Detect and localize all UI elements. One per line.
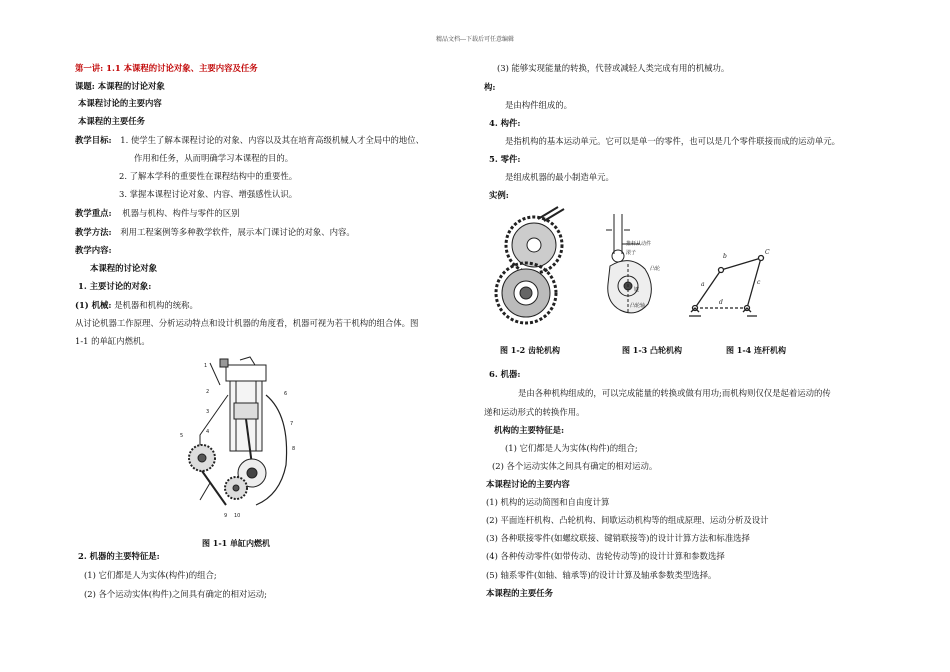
component-heading: 4. 构件: — [489, 118, 521, 128]
machine-heading: 6. 机器: — [489, 369, 521, 379]
cam-label-follower: 推杆从动件 — [626, 241, 652, 247]
fig-1-2-caption: 图 1-2 齿轮机构 — [500, 345, 561, 355]
teaching-focus-text: 机器与机构、构件与零件的区别 — [122, 208, 240, 218]
engine-label-7: 7 — [290, 421, 294, 427]
engine-label-10: 10 — [234, 513, 241, 519]
linkage-label-b: b — [723, 253, 727, 260]
content-item-3: (3) 各种联接零件(如螺纹联接、键销联接等)的设计计算方法和标准选择 — [486, 533, 750, 543]
machinery-label: (1) 机械: — [75, 300, 112, 310]
content-item-2: (2) 平面连杆机构、凸轮机构、间歇运动机构等的组成原理、运动分析及设计 — [486, 515, 769, 525]
machinery-line — [75, 300, 198, 311]
mechanism-features-heading: 机构的主要特征是: — [494, 425, 565, 435]
engine-label-6: 6 — [284, 391, 288, 397]
teaching-method-text: 利用工程案例等多种教学软件，展示本门课讨论的对象、内容。 — [120, 227, 355, 237]
object-subheading: 本课程的讨论对象 — [90, 263, 157, 273]
machine-text-2: 递和运动形式的转换作用。 — [484, 407, 585, 417]
watermark: 精品文档---下载后可任意编辑 — [435, 36, 515, 43]
component-text: 是指机构的基本运动单元。它可以是单一的零件，也可以是几个零件联接而成的运动单元。 — [505, 136, 840, 146]
course-content-heading: 本课程讨论的主要内容 — [486, 479, 570, 489]
engine-label-4: 4 — [206, 429, 210, 435]
paragraph-line-2: 1-1 的单缸内燃机。 — [75, 336, 150, 346]
part-text: 是组成机器的最小制造单元。 — [505, 172, 614, 182]
teaching-method-label: 教学方法: — [75, 227, 112, 237]
machine-feature-3: (3) 能够实现能量的转换，代替或减轻人类完成有用的机械功。 — [497, 63, 730, 73]
teaching-goal-text: 1. 使学生了解本课程讨论的对象、内容以及其在培育高级机械人才全局中的地位、 — [120, 135, 425, 145]
fig-1-3-caption: 图 1-3 凸轮机构 — [622, 345, 683, 355]
engine-label-2: 2 — [206, 389, 210, 395]
content-item-4: (4) 各种传动零件(如带传动、齿轮传动等)的设计计算和参数选择 — [486, 551, 725, 561]
machinery-text: 是机器和机构的统称。 — [114, 300, 198, 310]
example-heading: 实例: — [489, 190, 509, 200]
cam-label-shaft: 凸轮轴 — [630, 303, 646, 309]
lecture-heading: 第一讲: 1.1 本课程的讨论对象、主要内容及任务 — [75, 63, 258, 73]
mechanism-feature-1: (1) 它们都是人为实体(构件)的组合; — [505, 443, 638, 453]
engine-label-5: 5 — [180, 433, 184, 439]
engine-figure — [180, 355, 300, 520]
cam-figure — [600, 214, 690, 324]
content-heading: 本课程讨论的主要内容 — [78, 98, 162, 108]
machine-text-1: 是由各种机构组成的，可以完成能量的转换或做有用功;而机构则仅仅是起着运动的传 — [518, 388, 831, 398]
linkage-label-C: C — [765, 249, 770, 256]
goal-line-4: 3. 掌握本课程讨论对象、内容、增强感性认识。 — [119, 189, 298, 199]
engine-label-9: 9 — [224, 513, 228, 519]
mechanism-feature-2: (2) 各个运动实体之间具有确定的相对运动。 — [492, 461, 658, 471]
machine-features-heading: 2. 机器的主要特征是: — [78, 551, 160, 561]
content-item-5: (5) 轴系零件(如轴、轴承等)的设计计算及轴承参数类型选择。 — [486, 570, 717, 580]
task-heading: 本课程的主要任务 — [78, 116, 145, 126]
gear-figure — [488, 207, 578, 327]
goal-line-2: 作用和任务，从而明确学习本课程的目的。 — [134, 153, 294, 163]
engine-label-3: 3 — [206, 409, 210, 415]
teaching-focus-label: 教学重点: — [75, 208, 112, 218]
main-object-heading: 1. 主要讨论的对象: — [78, 281, 152, 291]
teaching-goal-label: 教学目标: — [75, 135, 112, 145]
goal-line-3: 2. 了解本学科的重要性在课程结构中的重要性。 — [119, 171, 298, 181]
linkage-figure — [685, 246, 785, 326]
linkage-label-a: a — [701, 281, 705, 288]
content-item-1: (1) 机构的运动简图和自由度计算 — [486, 497, 610, 507]
course-task-heading: 本课程的主要任务 — [486, 588, 553, 598]
mechanism-text: 是由构件组成的。 — [505, 100, 572, 110]
engine-label-8: 8 — [292, 446, 296, 452]
teaching-content-label: 教学内容: — [75, 245, 112, 255]
cam-label-roller: 滚子 — [626, 250, 637, 256]
fig-1-4-caption: 图 1-4 连杆机构 — [726, 345, 787, 355]
machine-feature-2: (2) 各个运动实体(构件)之间具有确定的相对运动; — [84, 589, 268, 599]
part-heading: 5. 零件: — [489, 154, 521, 164]
machine-feature-1: (1) 它们都是人为实体(构件)的组合; — [84, 570, 217, 580]
linkage-label-d: d — [719, 299, 723, 306]
cam-label-cam: 凸轮 — [650, 266, 661, 272]
teaching-goal — [75, 135, 424, 146]
cam-label-key: 键 — [634, 287, 640, 293]
linkage-label-c: c — [757, 279, 761, 286]
engine-label-1: 1 — [204, 363, 208, 369]
paragraph-line-1: 从讨论机器工作原理、分析运动特点和设计机器的角度看，机器可视为若干机构的组合体。图 — [75, 318, 419, 328]
mechanism-heading: 构: — [484, 82, 496, 92]
teaching-method — [75, 227, 355, 238]
fig-1-1-caption: 图 1-1 单缸内燃机 — [202, 538, 271, 548]
topic-line: 课题: 本课程的讨论对象 — [75, 81, 165, 91]
teaching-focus — [75, 208, 240, 219]
